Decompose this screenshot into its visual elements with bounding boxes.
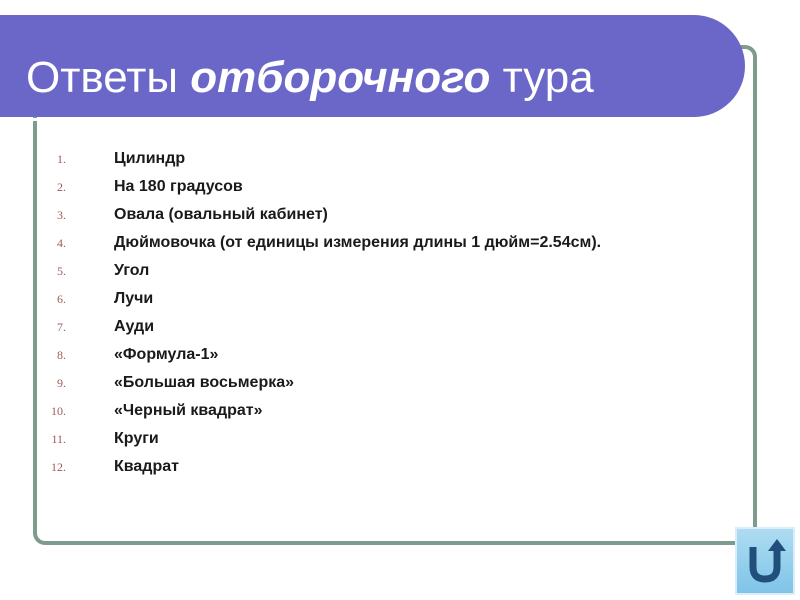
item-number: 9. bbox=[57, 376, 66, 390]
item-number: 2. bbox=[57, 180, 66, 194]
list-item bbox=[46, 201, 328, 229]
item-text: «Формула-1» bbox=[114, 346, 219, 363]
list-item bbox=[46, 425, 159, 453]
item-text: Цилиндр bbox=[114, 150, 186, 167]
item-text: Ауди bbox=[114, 318, 155, 335]
item-text: Угол bbox=[114, 262, 150, 279]
list-item bbox=[46, 397, 263, 425]
item-number: 11. bbox=[51, 432, 66, 446]
answer-list bbox=[46, 145, 602, 481]
item-number: 7. bbox=[57, 320, 66, 334]
list-item bbox=[46, 453, 179, 481]
item-number: 6. bbox=[57, 292, 66, 306]
title-underline bbox=[30, 118, 708, 121]
list-item bbox=[46, 369, 295, 397]
item-number: 5. bbox=[57, 264, 66, 278]
item-number: 1. bbox=[57, 152, 66, 166]
list-item bbox=[46, 229, 602, 257]
item-number: 10. bbox=[51, 404, 66, 418]
list-item bbox=[46, 173, 243, 201]
item-number: 4. bbox=[57, 236, 66, 250]
item-text: «Большая восьмерка» bbox=[114, 374, 295, 391]
title-part-1: Ответы bbox=[26, 53, 191, 102]
item-text: Круги bbox=[114, 430, 159, 447]
list-item bbox=[46, 145, 186, 173]
list-item bbox=[46, 285, 154, 313]
list-item bbox=[46, 313, 155, 341]
list-item bbox=[46, 257, 150, 285]
item-text: «Черный квадрат» bbox=[114, 402, 263, 419]
title-part-3: тура bbox=[490, 53, 594, 102]
item-number: 12. bbox=[51, 460, 66, 474]
title-part-2: отборочного bbox=[190, 53, 491, 102]
item-text: На 180 градусов bbox=[114, 178, 243, 195]
back-button[interactable] bbox=[735, 527, 795, 595]
item-text: Дюймовочка (от единицы измерения длины 1 дюйм=2.54см). bbox=[114, 234, 602, 251]
item-text: Лучи bbox=[114, 290, 154, 307]
title-bar bbox=[0, 15, 745, 117]
item-text: Овала (овальный кабинет) bbox=[114, 206, 328, 223]
slide-title bbox=[26, 53, 594, 103]
item-number: 3. bbox=[57, 208, 66, 222]
list-item bbox=[46, 341, 219, 369]
item-text: Квадрат bbox=[114, 458, 179, 475]
item-number: 8. bbox=[57, 348, 66, 362]
return-arrow-icon bbox=[743, 537, 787, 585]
